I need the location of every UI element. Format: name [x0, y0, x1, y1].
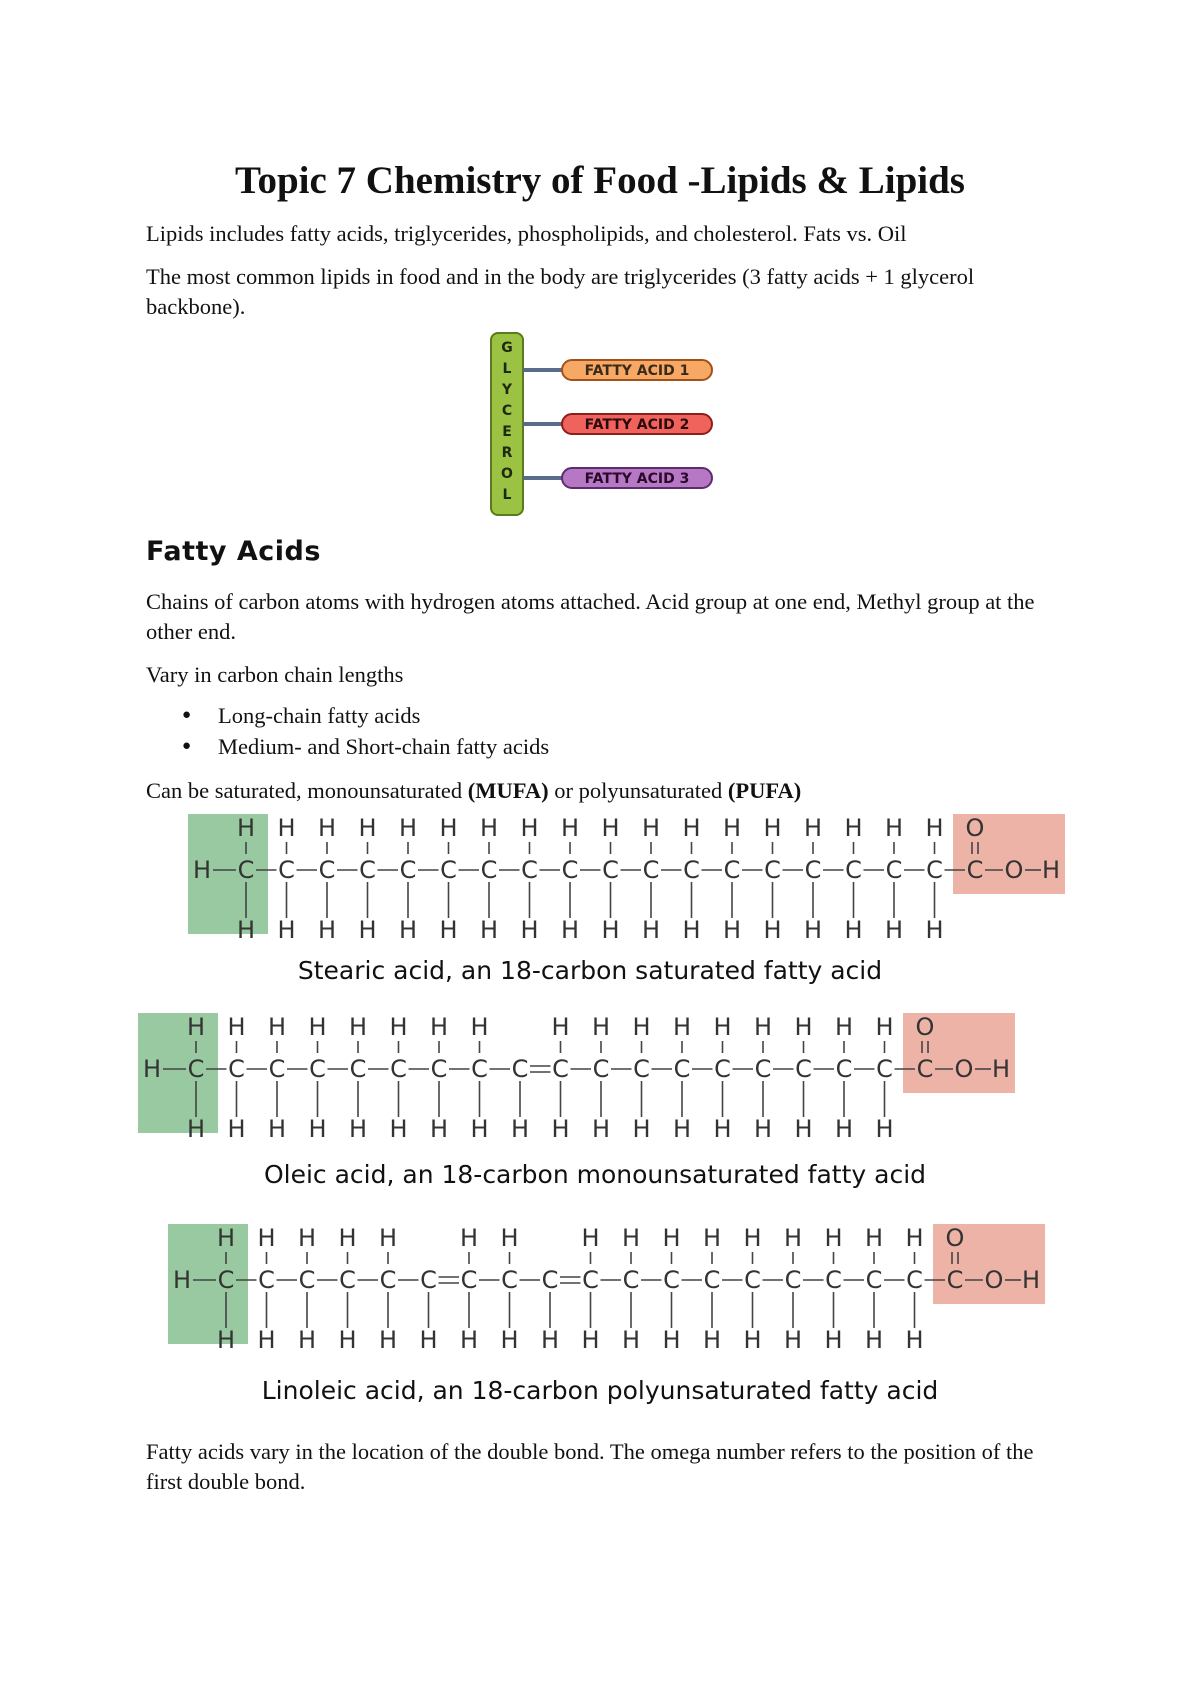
list-item: ● Medium- and Short-chain fatty acids — [146, 731, 549, 762]
hydrogen-atom: H — [389, 1013, 408, 1041]
hydrogen-atom: H — [510, 1115, 530, 1143]
pufa-term: (PUFA) — [727, 778, 802, 803]
carbon-atom: C — [318, 856, 336, 884]
hydrogen-atom: H — [875, 1013, 894, 1041]
carbon-atom: C — [622, 1266, 640, 1294]
hydrogen-atom: H — [192, 856, 212, 884]
hydrogen-atom: H — [753, 1115, 773, 1143]
carbon-atom: C — [217, 1266, 235, 1294]
hydrogen-atom: H — [641, 814, 661, 842]
hydrogen-atom: H — [601, 916, 620, 944]
hydrogen-atom: H — [186, 1115, 206, 1143]
carbon-atom: C — [521, 856, 538, 884]
carbon-atom: C — [582, 1266, 599, 1294]
structure-caption: Oleic acid, an 18-carbon monounsaturated fatty acid — [263, 1160, 927, 1189]
carbon-atom: C — [885, 856, 903, 884]
carbon-atom: C — [471, 1055, 488, 1083]
hydrogen-atom: H — [743, 1326, 762, 1354]
linoleic-acid-structure — [170, 1222, 1070, 1412]
hydrogen-atom: H — [682, 814, 701, 842]
glycerol-letter: G — [501, 340, 513, 356]
carbon-atom: C — [258, 1266, 275, 1294]
carbon-atom: C — [876, 1055, 893, 1083]
hydrogen-atom: H — [621, 1224, 641, 1252]
carbon-atom: C — [744, 1266, 761, 1294]
carbon-atom: C — [714, 1055, 731, 1083]
hydrogen-atom: H — [672, 1115, 692, 1143]
hydrogen-atom: H — [236, 814, 256, 842]
carbon-atom: C — [511, 1055, 529, 1083]
glycerol-letter: C — [501, 403, 513, 419]
hydrogen-atom: H — [713, 1115, 732, 1143]
hydrogen-atom: H — [905, 1224, 924, 1252]
carbon-atom: C — [552, 1055, 569, 1083]
hydrogen-atom: H — [398, 916, 418, 944]
hydrogen-atom: H — [864, 1224, 884, 1252]
hydrogen-atom: H — [439, 916, 458, 944]
fatty-acids-paragraph-1: Chains of carbon atoms with hydrogen atoms attached. Acid group at one end, Methyl group at the other end. — [146, 589, 1035, 644]
intro-paragraph-1: Lipids includes fatty acids, triglycerides, phospholipids, and cholesterol. Fats vs. Oil — [146, 221, 907, 246]
hydrogen-atom: H — [172, 1266, 192, 1294]
carbon-atom: C — [228, 1055, 245, 1083]
carbon-atom: C — [723, 856, 741, 884]
hydrogen-atom: H — [682, 916, 701, 944]
hydrogen-atom: H — [783, 1326, 803, 1354]
carbon-atom: C — [390, 1055, 407, 1083]
hydrogen-atom: H — [216, 1326, 236, 1354]
carbon-atom: C — [966, 856, 984, 884]
hydrogen-atom: H — [824, 1224, 843, 1252]
chain-length-list — [146, 700, 549, 762]
hydrogen-atom: H — [641, 916, 661, 944]
oxygen-atom: O — [965, 814, 985, 842]
hydrogen-atom: H — [672, 1013, 692, 1041]
carbon-atom: C — [865, 1266, 883, 1294]
hydrogen-atom: H — [925, 814, 944, 842]
hydrogen-atom: H — [794, 1013, 813, 1041]
hydrogen-atom: H — [581, 1326, 600, 1354]
carbon-atom: C — [541, 1266, 559, 1294]
carbon-atom: C — [673, 1055, 691, 1083]
fatty-acids-heading: Fatty Acids — [146, 536, 321, 567]
carbon-atom: C — [825, 1266, 842, 1294]
oxygen-atom: O — [984, 1266, 1004, 1294]
hydrogen-atom: H — [227, 1115, 246, 1143]
hydrogen-atom: H — [662, 1224, 681, 1252]
hydrogen-atom: H — [389, 1115, 408, 1143]
hydrogen-atom: H — [317, 814, 337, 842]
hydrogen-atom: H — [591, 1013, 611, 1041]
hydrogen-atom: H — [864, 1326, 884, 1354]
hydrogen-atom: H — [1041, 856, 1061, 884]
hydrogen-atom: H — [702, 1326, 722, 1354]
hydrogen-atom: H — [844, 814, 863, 842]
hydrogen-atom: H — [500, 1326, 519, 1354]
omega-paragraph: Fatty acids vary in the location of the double bond. The omega number refers to the position of the first double bond. — [146, 1439, 1034, 1494]
oxygen-atom: O — [954, 1055, 974, 1083]
fatty-acid-label-1: FATTY ACID 1 — [584, 363, 690, 379]
hydrogen-atom: H — [358, 916, 377, 944]
mufa-term: (MUFA) — [467, 778, 549, 803]
carbon-atom: C — [916, 1055, 934, 1083]
hydrogen-atom: H — [520, 814, 539, 842]
hydrogen-atom: H — [297, 1224, 317, 1252]
hydrogen-atom: H — [186, 1013, 206, 1041]
hydrogen-atom: H — [722, 916, 742, 944]
saturation-text-mid: or polyunsaturated — [548, 778, 728, 803]
carbon-atom: C — [845, 856, 862, 884]
carbon-atom: C — [379, 1266, 397, 1294]
hydrogen-atom: H — [702, 1224, 722, 1252]
carbon-atom: C — [561, 856, 579, 884]
carbon-atom: C — [764, 856, 781, 884]
hydrogen-atom: H — [142, 1055, 162, 1083]
hydrogen-atom: H — [560, 814, 580, 842]
carbon-atom: C — [602, 856, 619, 884]
hydrogen-atom: H — [763, 916, 782, 944]
hydrogen-atom: H — [743, 1224, 762, 1252]
stearic-acid-structure — [190, 812, 1061, 992]
hydrogen-atom: H — [794, 1115, 813, 1143]
hydrogen-atom: H — [551, 1115, 570, 1143]
oleic-acid-structure — [140, 1011, 1040, 1196]
saturation-paragraph — [146, 776, 1066, 806]
structure-caption: Stearic acid, an 18-carbon saturated fatty acid — [297, 956, 883, 985]
hydrogen-atom: H — [459, 1224, 479, 1252]
carbon-atom: C — [399, 856, 417, 884]
hydrogen-atom: H — [753, 1013, 773, 1041]
hydrogen-atom: H — [378, 1326, 398, 1354]
hydrogen-atom: H — [905, 1326, 924, 1354]
glycerol-letter: Y — [501, 382, 513, 398]
hydrogen-atom: H — [267, 1013, 287, 1041]
fatty-acid-label-3: FATTY ACID 3 — [584, 471, 690, 487]
intro-paragraph-2: The most common lipids in food and in the body are triglycerides (3 fatty acids + 1 glycerol backbone). — [146, 264, 975, 319]
glycerol-letter: R — [501, 445, 513, 461]
hydrogen-atom: H — [713, 1013, 732, 1041]
hydrogen-atom: H — [884, 814, 904, 842]
hydrogen-atom: H — [632, 1013, 651, 1041]
glycerol-letter: L — [502, 487, 512, 503]
oxygen-atom: O — [1004, 856, 1024, 884]
hydrogen-atom: H — [257, 1326, 276, 1354]
carbon-atom: C — [278, 856, 295, 884]
carbon-atom: C — [187, 1055, 205, 1083]
hydrogen-atom: H — [591, 1115, 611, 1143]
hydrogen-atom: H — [257, 1224, 276, 1252]
carbon-atom: C — [359, 856, 376, 884]
carbon-atom: C — [480, 856, 498, 884]
carbon-atom: C — [754, 1055, 772, 1083]
hydrogen-atom: H — [277, 916, 296, 944]
hydrogen-atom: H — [439, 814, 458, 842]
hydrogen-atom: H — [348, 1013, 368, 1041]
hydrogen-atom: H — [500, 1224, 519, 1252]
hydrogen-atom: H — [991, 1055, 1011, 1083]
hydrogen-atom: H — [834, 1013, 854, 1041]
carbon-atom: C — [703, 1266, 721, 1294]
carbon-atom: C — [237, 856, 255, 884]
hydrogen-atom: H — [358, 814, 377, 842]
hydrogen-atom: H — [338, 1224, 357, 1252]
structure-caption: Linoleic acid, an 18-carbon polyunsaturated fatty acid — [261, 1376, 939, 1405]
triglyceride-diagram — [488, 330, 728, 520]
hydrogen-atom: H — [398, 814, 418, 842]
list-item: ● Long-chain fatty acids — [146, 700, 549, 731]
fatty-acid-label-2: FATTY ACID 2 — [584, 417, 690, 433]
hydrogen-atom: H — [317, 916, 337, 944]
hydrogen-atom: H — [1021, 1266, 1041, 1294]
hydrogen-atom: H — [722, 814, 742, 842]
hydrogen-atom: H — [783, 1224, 803, 1252]
hydrogen-atom: H — [601, 814, 620, 842]
hydrogen-atom: H — [308, 1013, 327, 1041]
hydrogen-atom: H — [378, 1224, 398, 1252]
carbon-atom: C — [349, 1055, 367, 1083]
hydrogen-atom: H — [419, 1326, 438, 1354]
hydrogen-atom: H — [470, 1013, 489, 1041]
carbon-atom: C — [926, 856, 943, 884]
fatty-acids-paragraph-2: Vary in carbon chain lengths — [146, 662, 404, 687]
carbon-atom: C — [440, 856, 457, 884]
hydrogen-atom: H — [216, 1224, 236, 1252]
hydrogen-atom: H — [297, 1326, 317, 1354]
carbon-atom: C — [642, 856, 660, 884]
hydrogen-atom: H — [560, 916, 580, 944]
hydrogen-atom: H — [236, 916, 256, 944]
hydrogen-atom: H — [429, 1013, 449, 1041]
carbon-atom: C — [309, 1055, 326, 1083]
hydrogen-atom: H — [277, 814, 296, 842]
hydrogen-atom: H — [803, 814, 823, 842]
hydrogen-atom: H — [824, 1326, 843, 1354]
carbon-atom: C — [460, 1266, 478, 1294]
hydrogen-atom: H — [925, 916, 944, 944]
carbon-atom: C — [946, 1266, 964, 1294]
hydrogen-atom: H — [459, 1326, 479, 1354]
hydrogen-atom: H — [429, 1115, 449, 1143]
hydrogen-atom: H — [520, 916, 539, 944]
carbon-atom: C — [633, 1055, 650, 1083]
carbon-atom: C — [298, 1266, 316, 1294]
carbon-atom: C — [501, 1266, 518, 1294]
hydrogen-atom: H — [763, 814, 782, 842]
carbon-atom: C — [835, 1055, 853, 1083]
hydrogen-atom: H — [632, 1115, 651, 1143]
carbon-atom: C — [663, 1266, 680, 1294]
page-title: Topic 7 Chemistry of Food -Lipids & Lipids — [235, 159, 965, 202]
hydrogen-atom: H — [479, 814, 499, 842]
carbon-atom: C — [430, 1055, 448, 1083]
carbon-atom: C — [268, 1055, 286, 1083]
hydrogen-atom: H — [267, 1115, 287, 1143]
carbon-atom: C — [592, 1055, 610, 1083]
hydrogen-atom: H — [803, 916, 823, 944]
carbon-atom: C — [683, 856, 700, 884]
hydrogen-atom: H — [348, 1115, 368, 1143]
glycerol-letter: O — [501, 466, 513, 482]
carbon-atom: C — [339, 1266, 356, 1294]
hydrogen-atom: H — [308, 1115, 327, 1143]
hydrogen-atom: H — [470, 1115, 489, 1143]
hydrogen-atom: H — [479, 916, 499, 944]
hydrogen-atom: H — [875, 1115, 894, 1143]
hydrogen-atom: H — [662, 1326, 681, 1354]
hydrogen-atom: H — [581, 1224, 600, 1252]
hydrogen-atom: H — [834, 1115, 854, 1143]
hydrogen-atom: H — [884, 916, 904, 944]
saturation-text-start: Can be saturated, monounsaturated — [146, 778, 468, 803]
hydrogen-atom: H — [540, 1326, 560, 1354]
hydrogen-atom: H — [227, 1013, 246, 1041]
carbon-atom: C — [795, 1055, 812, 1083]
glycerol-letter: E — [502, 424, 512, 440]
hydrogen-atom: H — [551, 1013, 570, 1041]
carbon-atom: C — [420, 1266, 437, 1294]
hydrogen-atom: H — [621, 1326, 641, 1354]
carbon-atom: C — [906, 1266, 923, 1294]
hydrogen-atom: H — [844, 916, 863, 944]
oxygen-atom: O — [915, 1013, 935, 1041]
carbon-atom: C — [784, 1266, 802, 1294]
hydrogen-atom: H — [338, 1326, 357, 1354]
carbon-atom: C — [804, 856, 822, 884]
glycerol-letter: L — [502, 361, 512, 377]
oxygen-atom: O — [945, 1224, 965, 1252]
